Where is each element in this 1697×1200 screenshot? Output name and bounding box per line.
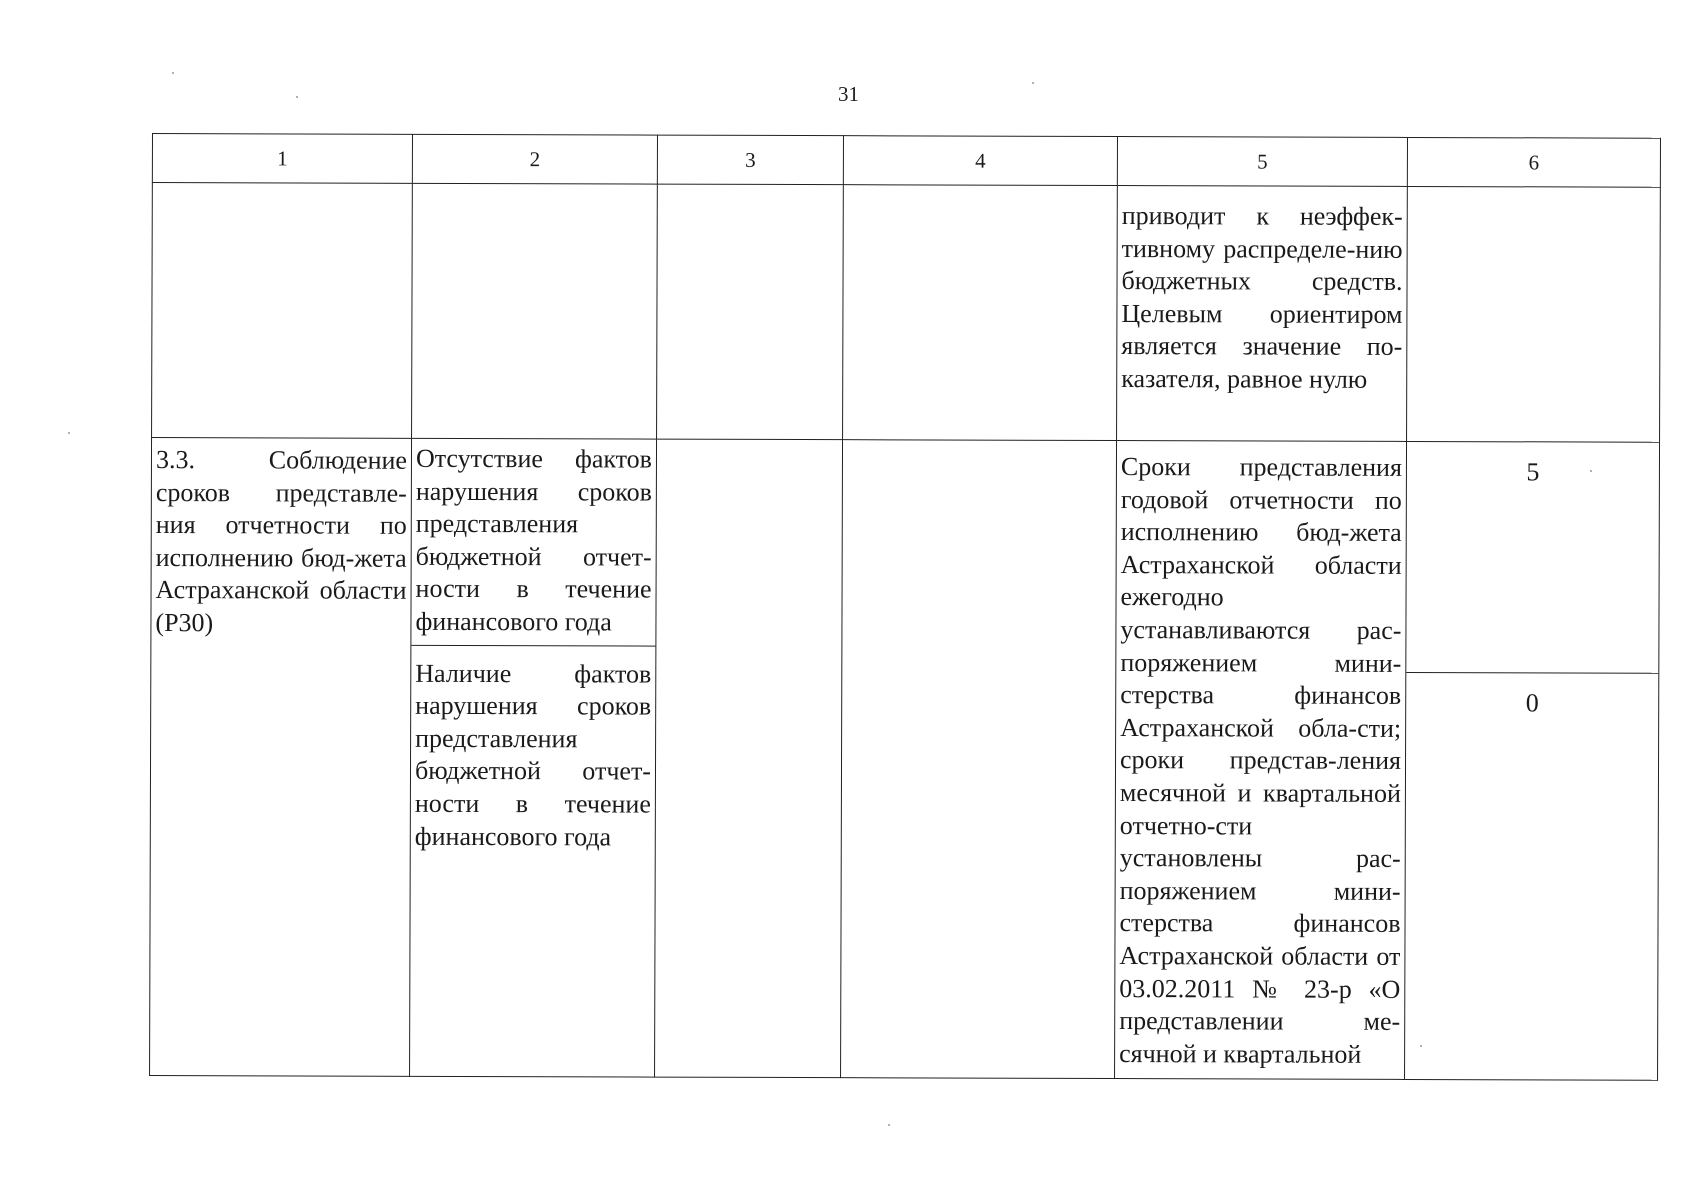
score-option-a: 5 bbox=[1406, 442, 1659, 674]
comment-cell bbox=[1115, 441, 1407, 1080]
continued-cell-col4 bbox=[843, 185, 1118, 441]
score-cell bbox=[1405, 441, 1660, 1080]
indicator-name: 3.3. Соблюдение сроков представле-ния отчетности по исполнению бюд-жета Астраханской области (Р30) bbox=[155, 445, 408, 638]
criterion-option-b: Наличие фактов нарушения сроков представления бюджетной отчет-ности в течение финансового года bbox=[414, 658, 652, 851]
scan-speck bbox=[296, 96, 298, 98]
scan-speck bbox=[172, 72, 174, 74]
scan-speck bbox=[1590, 470, 1592, 472]
page-number: 31 bbox=[838, 82, 859, 106]
table-header-row bbox=[152, 134, 1660, 188]
table-row-3-3 bbox=[150, 438, 1660, 1081]
scan-speck bbox=[888, 1124, 890, 1126]
column-header-2: 2 bbox=[412, 134, 657, 184]
column-header-4: 4 bbox=[843, 136, 1117, 186]
row-3-3-col3 bbox=[655, 439, 843, 1078]
continued-cell-col6 bbox=[1407, 186, 1661, 442]
row-3-3-col4 bbox=[841, 440, 1117, 1079]
indicator-name-cell bbox=[150, 438, 412, 1077]
scan-speck bbox=[68, 432, 70, 434]
scan-speck bbox=[1420, 1045, 1422, 1047]
column-header-6: 6 bbox=[1407, 137, 1660, 187]
scan-speck bbox=[1032, 82, 1034, 84]
continued-cell-col1 bbox=[152, 183, 413, 439]
score-option-b: 0 bbox=[1525, 688, 1539, 718]
continued-cell-col2 bbox=[412, 183, 658, 439]
criteria-table bbox=[149, 133, 1661, 1081]
comment-text: Сроки представления годовой отчетности по исполнению бюд-жета Астраханской области ежегодно устанавливаются рас-поряжением мини-стерства финансов Астраханской обла-сти; сроки представ-ления месячной и квартальной отчетно-сти установлены рас-поряжением мини-стерства финансов Астраханской области от 03.02.2011 № 23-р «О представлении ме-сячной и квартальной bbox=[1119, 452, 1403, 1069]
criterion-option-a: Отсутствие фактов нарушения сроков представления бюджетной отчет-ности в течение финансового года bbox=[411, 439, 656, 646]
column-header-3: 3 bbox=[657, 135, 843, 185]
column-header-5: 5 bbox=[1117, 137, 1407, 187]
column-header-1: 1 bbox=[152, 134, 412, 184]
continued-cell-col3 bbox=[657, 184, 844, 440]
continued-cell-col5: приводит к неэффек-тивному распределе-нию бюджетных средств. Целевым ориентиром является значение по-казателя, равное нулю bbox=[1117, 186, 1408, 442]
criteria-cell bbox=[410, 438, 657, 1077]
table-row-continued bbox=[152, 183, 1661, 443]
